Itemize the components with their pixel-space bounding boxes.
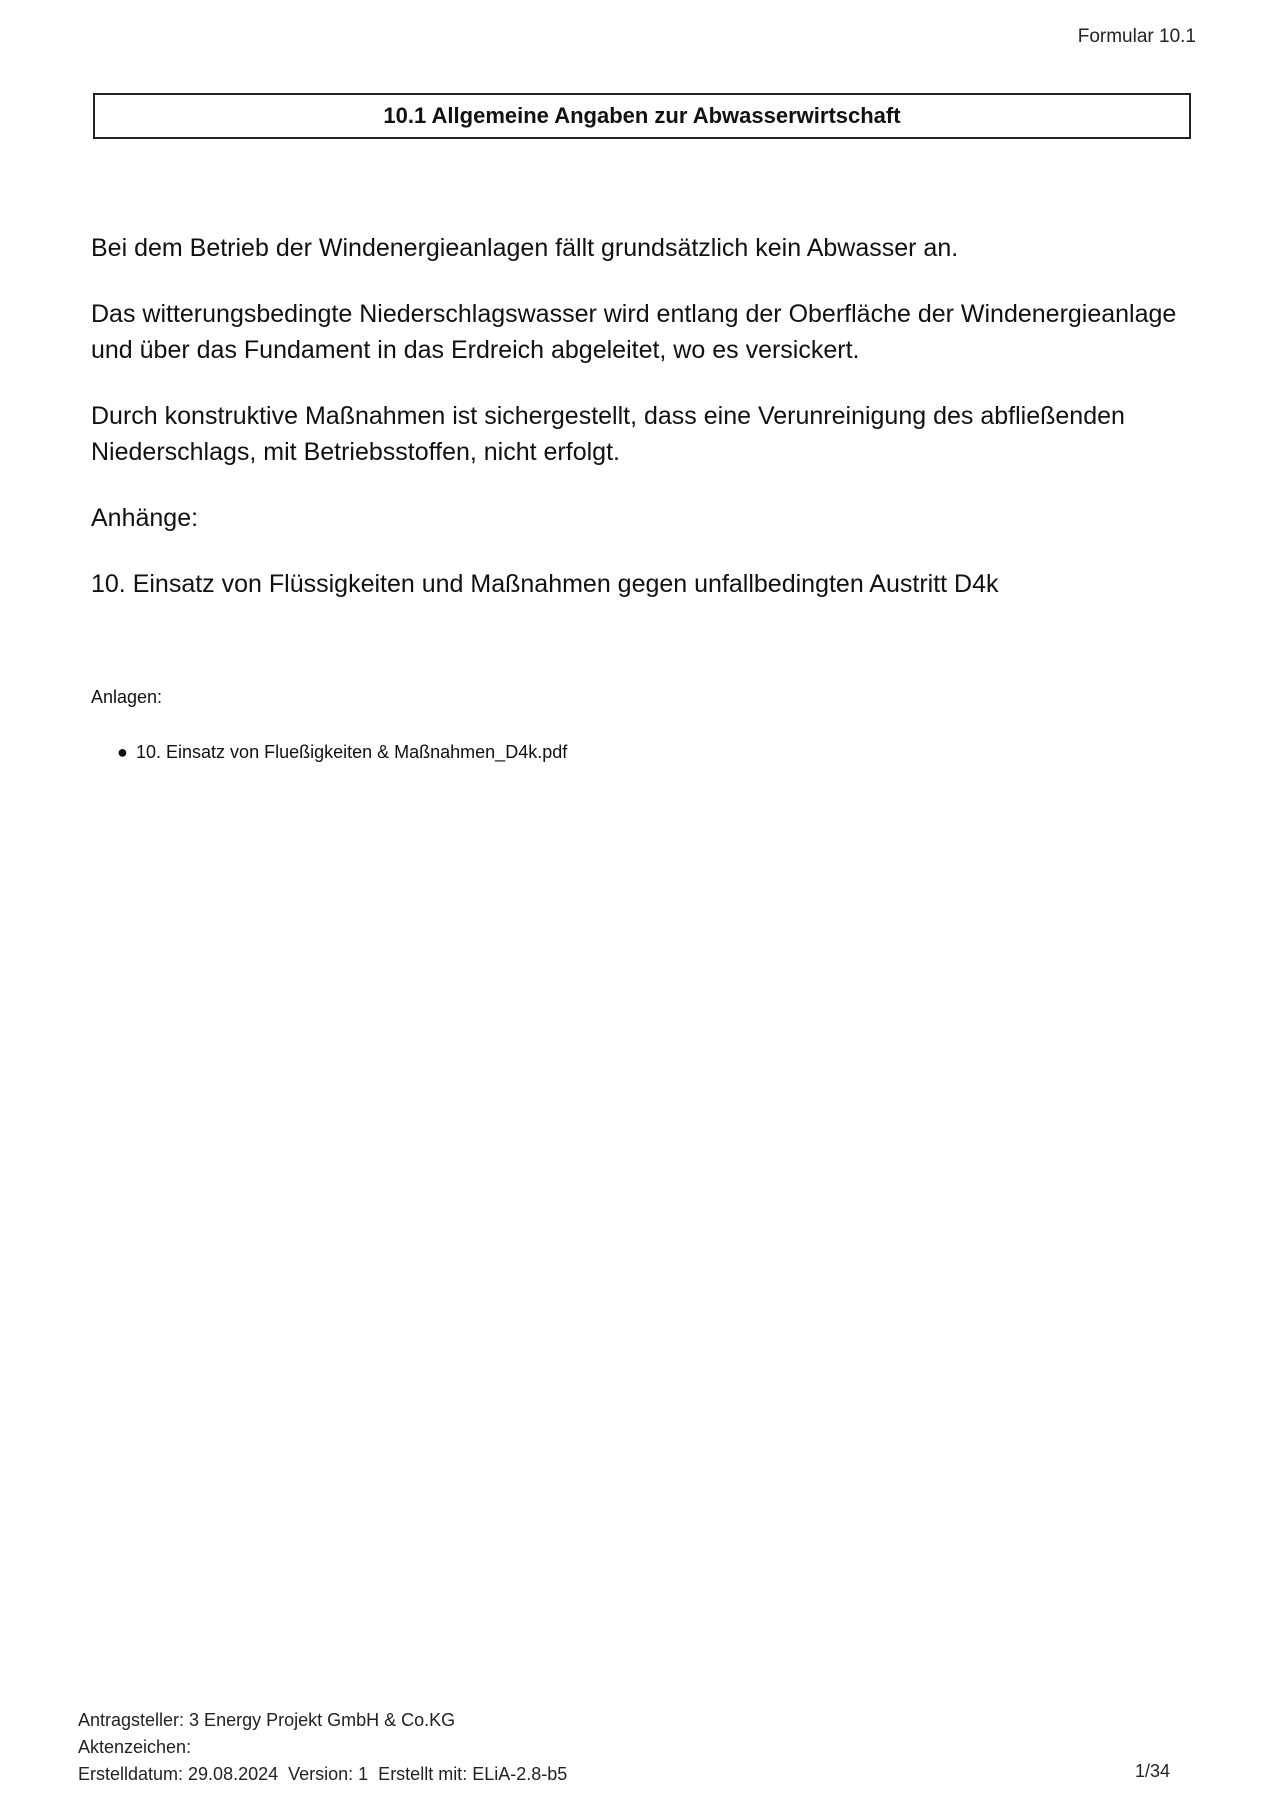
attachments-label: Anlagen: <box>91 687 163 707</box>
section-title-box <box>93 93 1191 139</box>
form-number-label: Formular 10.1 <box>1077 26 1196 47</box>
paragraph-precipitation: Das witterungsbedingte Niederschlagswasser wird entlang der Oberfläche der Windenergieanlage und über das Fundament in das Erdreich abgeleitet, wo es versickert. <box>91 300 1177 364</box>
footer-meta: Erstelldatum: 29.08.2024 Version: 1 Erstellt mit: ELiA-2.8-b5 <box>78 1764 568 1784</box>
appendix-entry: 10. Einsatz von Flüssigkeiten und Maßnahmen gegen unfallbedingten Austritt D4k <box>91 570 999 598</box>
attachment-item[interactable] <box>117 742 568 763</box>
appendix-heading: Anhänge: <box>91 504 199 532</box>
footer-applicant: Antragsteller: 3 Energy Projekt GmbH & Co.KG <box>78 1710 456 1730</box>
document-body <box>91 230 1201 632</box>
attachments-section <box>91 687 567 763</box>
paragraph-no-wastewater: Bei dem Betrieb der Windenergieanlagen fällt grundsätzlich kein Abwasser an. <box>91 234 959 262</box>
paragraph-measures: Durch konstruktive Maßnahmen ist sichergestellt, dass eine Verunreinigung des abfließenden Niederschlags, mit Betriebsstoffen, nicht erfolgt. <box>91 402 1125 466</box>
section-title: 10.1 Allgemeine Angaben zur Abwasserwirtschaft <box>383 103 901 128</box>
footer-reference: Aktenzeichen: <box>78 1737 192 1757</box>
page-number: 1/34 <box>1134 1761 1170 1781</box>
page-footer <box>78 1707 567 1788</box>
attachments-list <box>91 742 567 763</box>
bullet-icon: ● <box>117 742 128 762</box>
attachment-filename[interactable]: 10. Einsatz von Flueßigkeiten & Maßnahmen_D4k.pdf <box>136 742 568 762</box>
